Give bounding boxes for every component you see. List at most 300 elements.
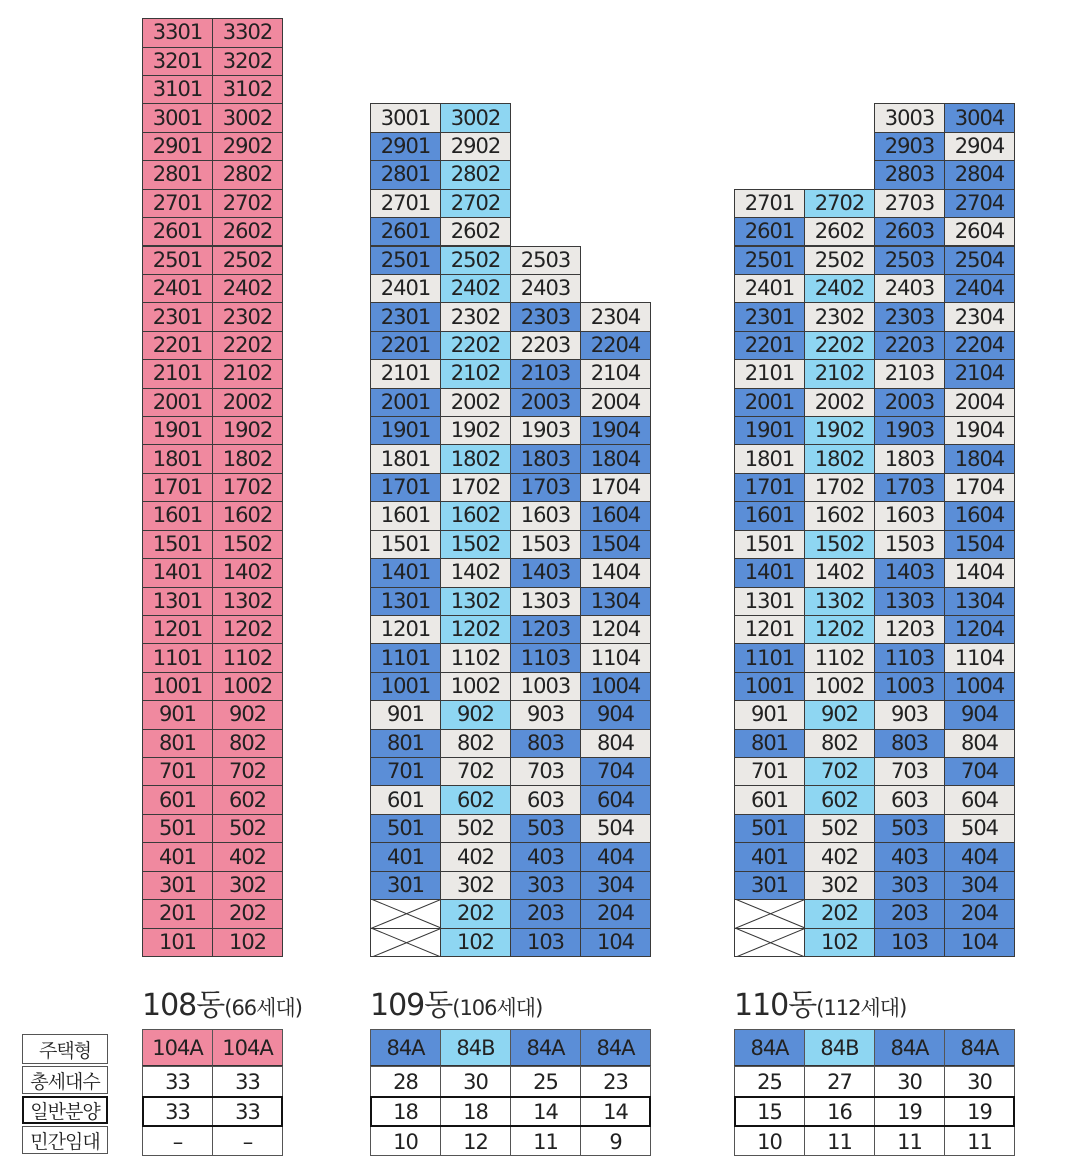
unit-cell: 301 bbox=[370, 871, 441, 900]
building-110-title bbox=[734, 980, 906, 1024]
table-cell-total: 30 bbox=[944, 1066, 1015, 1096]
unit-cell: 1204 bbox=[944, 615, 1015, 644]
unit-cell: 704 bbox=[580, 757, 651, 786]
unit-cell: 601 bbox=[734, 785, 805, 814]
unit-cell: 2301 bbox=[734, 302, 805, 331]
unit-cell: 1403 bbox=[874, 558, 945, 587]
unit-cell: 2803 bbox=[874, 160, 945, 189]
unit-cell: 1603 bbox=[510, 501, 581, 530]
unit-cell: 1202 bbox=[440, 615, 511, 644]
unit-cell: 1304 bbox=[580, 587, 651, 616]
unit-cell: 2304 bbox=[944, 302, 1015, 331]
unit-cell: 1202 bbox=[804, 615, 875, 644]
table-bottom-border bbox=[734, 1126, 1015, 1156]
empty-unit-cell bbox=[370, 899, 441, 928]
unit-cell: 1701 bbox=[734, 473, 805, 502]
unit-cell: 1303 bbox=[510, 587, 581, 616]
unit-cell: 1801 bbox=[734, 444, 805, 473]
unit-cell: 1002 bbox=[212, 672, 283, 701]
table-cell-rental: 9 bbox=[580, 1126, 651, 1156]
unit-cell: 2501 bbox=[734, 246, 805, 275]
unit-cell: 604 bbox=[944, 785, 1015, 814]
unit-cell: 1703 bbox=[510, 473, 581, 502]
unit-cell: 2802 bbox=[212, 160, 283, 189]
unit-cell: 202 bbox=[212, 899, 283, 928]
table-cell-type: 84A bbox=[874, 1029, 945, 1066]
unit-cell: 1802 bbox=[440, 444, 511, 473]
unit-cell: 703 bbox=[510, 757, 581, 786]
unit-cell: 2004 bbox=[580, 388, 651, 417]
unit-cell: 401 bbox=[370, 842, 441, 871]
unit-cell: 3002 bbox=[212, 103, 283, 132]
unit-cell: 2401 bbox=[734, 274, 805, 303]
unit-cell: 1501 bbox=[734, 530, 805, 559]
unit-cell: 603 bbox=[510, 785, 581, 814]
unit-cell: 604 bbox=[580, 785, 651, 814]
unit-cell: 303 bbox=[874, 871, 945, 900]
table-cell-total: 28 bbox=[370, 1066, 441, 1096]
unit-cell: 2503 bbox=[874, 246, 945, 275]
unit-cell: 1701 bbox=[142, 473, 213, 502]
unit-cell: 901 bbox=[370, 700, 441, 729]
unit-cell: 2702 bbox=[440, 189, 511, 218]
unit-cell: 1904 bbox=[580, 416, 651, 445]
unit-cell: 404 bbox=[580, 842, 651, 871]
unit-cell: 2502 bbox=[212, 246, 283, 275]
unit-cell: 3201 bbox=[142, 47, 213, 76]
unit-cell: 2104 bbox=[580, 359, 651, 388]
unit-cell: 2901 bbox=[142, 132, 213, 161]
unit-cell: 1501 bbox=[370, 530, 441, 559]
table-cell-total: 25 bbox=[510, 1066, 581, 1096]
unit-cell: 403 bbox=[510, 842, 581, 871]
unit-cell: 201 bbox=[142, 899, 213, 928]
unit-cell: 1601 bbox=[734, 501, 805, 530]
unit-cell: 1602 bbox=[804, 501, 875, 530]
unit-cell: 1101 bbox=[142, 643, 213, 672]
unit-cell: 2601 bbox=[142, 217, 213, 246]
unit-cell: 2902 bbox=[212, 132, 283, 161]
table-cell-general: 15 bbox=[734, 1096, 805, 1126]
unit-cell: 3102 bbox=[212, 75, 283, 104]
unit-cell: 1802 bbox=[804, 444, 875, 473]
unit-cell: 1903 bbox=[510, 416, 581, 445]
unit-cell: 2401 bbox=[370, 274, 441, 303]
unit-cell: 2703 bbox=[874, 189, 945, 218]
unit-cell: 3101 bbox=[142, 75, 213, 104]
unit-cell: 1203 bbox=[510, 615, 581, 644]
unit-cell: 2704 bbox=[944, 189, 1015, 218]
unit-cell: 2403 bbox=[510, 274, 581, 303]
unit-cell: 2701 bbox=[734, 189, 805, 218]
unit-cell: 804 bbox=[944, 729, 1015, 758]
table-cell-rental: 11 bbox=[944, 1126, 1015, 1156]
unit-cell: 1803 bbox=[510, 444, 581, 473]
unit-cell: 2202 bbox=[440, 331, 511, 360]
unit-cell: 2801 bbox=[370, 160, 441, 189]
unit-cell: 1801 bbox=[142, 444, 213, 473]
unit-cell: 2802 bbox=[440, 160, 511, 189]
unit-cell: 2102 bbox=[440, 359, 511, 388]
unit-cell: 1302 bbox=[804, 587, 875, 616]
unit-cell: 2002 bbox=[804, 388, 875, 417]
unit-cell: 602 bbox=[440, 785, 511, 814]
unit-cell: 704 bbox=[944, 757, 1015, 786]
unit-cell: 2502 bbox=[804, 246, 875, 275]
unit-cell: 403 bbox=[874, 842, 945, 871]
unit-cell: 2603 bbox=[874, 217, 945, 246]
unit-cell: 603 bbox=[874, 785, 945, 814]
unit-cell: 1604 bbox=[944, 501, 1015, 530]
unit-cell: 2501 bbox=[370, 246, 441, 275]
unit-cell: 1601 bbox=[370, 501, 441, 530]
unit-cell: 3004 bbox=[944, 103, 1015, 132]
unit-cell: 904 bbox=[580, 700, 651, 729]
unit-cell: 2601 bbox=[370, 217, 441, 246]
table-cell-rental: 12 bbox=[440, 1126, 511, 1156]
unit-cell: 104 bbox=[580, 928, 651, 957]
table-cell-type: 84A bbox=[510, 1029, 581, 1066]
unit-cell: 2904 bbox=[944, 132, 1015, 161]
unit-cell: 901 bbox=[142, 700, 213, 729]
unit-cell: 2102 bbox=[212, 359, 283, 388]
table-cell-type: 104A bbox=[212, 1029, 283, 1066]
unit-cell: 2403 bbox=[874, 274, 945, 303]
unit-cell: 503 bbox=[874, 814, 945, 843]
unit-cell: 1901 bbox=[142, 416, 213, 445]
table-cell-rental: – bbox=[212, 1126, 283, 1156]
row-label-type: 주택형 bbox=[22, 1034, 108, 1064]
unit-cell: 2501 bbox=[142, 246, 213, 275]
unit-cell: 1101 bbox=[734, 643, 805, 672]
unit-cell: 702 bbox=[804, 757, 875, 786]
empty-unit-cell bbox=[734, 899, 805, 928]
unit-cell: 801 bbox=[370, 729, 441, 758]
unit-cell: 203 bbox=[510, 899, 581, 928]
row-label-general: 일반분양 bbox=[22, 1096, 108, 1124]
unit-cell: 2503 bbox=[510, 246, 581, 275]
unit-cell: 2303 bbox=[874, 302, 945, 331]
unit-cell: 1001 bbox=[142, 672, 213, 701]
unit-cell: 1602 bbox=[440, 501, 511, 530]
unit-cell: 1801 bbox=[370, 444, 441, 473]
unit-cell: 503 bbox=[510, 814, 581, 843]
unit-cell: 501 bbox=[142, 814, 213, 843]
unit-cell: 2202 bbox=[212, 331, 283, 360]
unit-cell: 1104 bbox=[580, 643, 651, 672]
unit-cell: 102 bbox=[440, 928, 511, 957]
table-cell-general: 18 bbox=[440, 1096, 511, 1126]
unit-cell: 2301 bbox=[142, 302, 213, 331]
unit-cell: 203 bbox=[874, 899, 945, 928]
table-cell-rental: 11 bbox=[510, 1126, 581, 1156]
unit-cell: 2903 bbox=[874, 132, 945, 161]
unit-cell: 101 bbox=[142, 928, 213, 957]
unit-cell: 1703 bbox=[874, 473, 945, 502]
unit-cell: 1704 bbox=[944, 473, 1015, 502]
table-cell-type: 84B bbox=[440, 1029, 511, 1066]
unit-cell: 2804 bbox=[944, 160, 1015, 189]
unit-cell: 3002 bbox=[440, 103, 511, 132]
unit-cell: 2504 bbox=[944, 246, 1015, 275]
table-cell-rental: 11 bbox=[804, 1126, 875, 1156]
unit-cell: 701 bbox=[734, 757, 805, 786]
unit-cell: 804 bbox=[580, 729, 651, 758]
unit-cell: 2303 bbox=[510, 302, 581, 331]
table-cell-total: 33 bbox=[142, 1066, 213, 1096]
unit-cell: 803 bbox=[510, 729, 581, 758]
unit-cell: 2201 bbox=[370, 331, 441, 360]
unit-cell: 2204 bbox=[944, 331, 1015, 360]
unit-cell: 802 bbox=[212, 729, 283, 758]
unit-cell: 404 bbox=[944, 842, 1015, 871]
unit-cell: 2003 bbox=[510, 388, 581, 417]
table-bottom-border bbox=[142, 1126, 283, 1156]
unit-cell: 401 bbox=[734, 842, 805, 871]
unit-cell: 1301 bbox=[370, 587, 441, 616]
unit-cell: 2602 bbox=[440, 217, 511, 246]
unit-cell: 2402 bbox=[212, 274, 283, 303]
unit-cell: 1203 bbox=[874, 615, 945, 644]
unit-cell: 1904 bbox=[944, 416, 1015, 445]
unit-cell: 701 bbox=[370, 757, 441, 786]
unit-cell: 902 bbox=[440, 700, 511, 729]
unit-cell: 1402 bbox=[212, 558, 283, 587]
unit-cell: 2101 bbox=[142, 359, 213, 388]
unit-cell: 2201 bbox=[142, 331, 213, 360]
unit-cell: 2001 bbox=[734, 388, 805, 417]
unit-cell: 2302 bbox=[804, 302, 875, 331]
unit-cell: 1401 bbox=[142, 558, 213, 587]
unit-cell: 1202 bbox=[212, 615, 283, 644]
table-cell-type: 84B bbox=[804, 1029, 875, 1066]
unit-cell: 1903 bbox=[874, 416, 945, 445]
unit-cell: 702 bbox=[440, 757, 511, 786]
unit-cell: 2103 bbox=[510, 359, 581, 388]
unit-cell: 304 bbox=[944, 871, 1015, 900]
table-cell-general: 33 bbox=[212, 1096, 283, 1126]
unit-cell: 2302 bbox=[212, 302, 283, 331]
unit-cell: 1004 bbox=[944, 672, 1015, 701]
unit-cell: 602 bbox=[804, 785, 875, 814]
unit-cell: 1501 bbox=[142, 530, 213, 559]
unit-cell: 401 bbox=[142, 842, 213, 871]
unit-cell: 802 bbox=[804, 729, 875, 758]
unit-cell: 1103 bbox=[510, 643, 581, 672]
unit-cell: 2001 bbox=[142, 388, 213, 417]
unit-cell: 1502 bbox=[440, 530, 511, 559]
building-110-name: 110동 bbox=[734, 988, 817, 1023]
unit-cell: 1503 bbox=[510, 530, 581, 559]
unit-cell: 2801 bbox=[142, 160, 213, 189]
cross-mark-icon bbox=[735, 899, 804, 928]
unit-cell: 2701 bbox=[370, 189, 441, 218]
unit-cell: 2601 bbox=[734, 217, 805, 246]
unit-cell: 1902 bbox=[440, 416, 511, 445]
unit-cell: 1303 bbox=[874, 587, 945, 616]
unit-cell: 1403 bbox=[510, 558, 581, 587]
unit-cell: 2003 bbox=[874, 388, 945, 417]
unit-cell: 2502 bbox=[440, 246, 511, 275]
unit-cell: 1502 bbox=[212, 530, 283, 559]
building-109-name: 109동 bbox=[370, 988, 453, 1023]
unit-cell: 2604 bbox=[944, 217, 1015, 246]
unit-cell: 1304 bbox=[944, 587, 1015, 616]
unit-cell: 902 bbox=[804, 700, 875, 729]
unit-cell: 2203 bbox=[510, 331, 581, 360]
table-cell-general: 19 bbox=[874, 1096, 945, 1126]
table-cell-general: 18 bbox=[370, 1096, 441, 1126]
table-cell-type: 104A bbox=[142, 1029, 213, 1066]
unit-cell: 1102 bbox=[440, 643, 511, 672]
unit-cell: 1404 bbox=[944, 558, 1015, 587]
unit-cell: 2701 bbox=[142, 189, 213, 218]
table-cell-total: 33 bbox=[212, 1066, 283, 1096]
unit-cell: 3301 bbox=[142, 18, 213, 47]
unit-cell: 1402 bbox=[804, 558, 875, 587]
unit-cell: 903 bbox=[874, 700, 945, 729]
unit-cell: 2102 bbox=[804, 359, 875, 388]
unit-cell: 2304 bbox=[580, 302, 651, 331]
empty-unit-cell bbox=[370, 928, 441, 957]
table-cell-type: 84A bbox=[370, 1029, 441, 1066]
unit-cell: 2101 bbox=[370, 359, 441, 388]
unit-cell: 102 bbox=[804, 928, 875, 957]
unit-cell: 1503 bbox=[874, 530, 945, 559]
unit-cell: 504 bbox=[944, 814, 1015, 843]
unit-cell: 501 bbox=[370, 814, 441, 843]
unit-cell: 2004 bbox=[944, 388, 1015, 417]
unit-cell: 1002 bbox=[440, 672, 511, 701]
unit-cell: 2402 bbox=[440, 274, 511, 303]
unit-cell: 2103 bbox=[874, 359, 945, 388]
unit-cell: 502 bbox=[212, 814, 283, 843]
unit-cell: 1001 bbox=[370, 672, 441, 701]
unit-cell: 1104 bbox=[944, 643, 1015, 672]
unit-cell: 302 bbox=[804, 871, 875, 900]
unit-cell: 801 bbox=[734, 729, 805, 758]
unit-cell: 103 bbox=[510, 928, 581, 957]
unit-cell: 1001 bbox=[734, 672, 805, 701]
unit-cell: 702 bbox=[212, 757, 283, 786]
unit-cell: 1603 bbox=[874, 501, 945, 530]
unit-cell: 1702 bbox=[804, 473, 875, 502]
unit-cell: 2001 bbox=[370, 388, 441, 417]
unit-cell: 1504 bbox=[580, 530, 651, 559]
building-109-title bbox=[370, 980, 542, 1024]
unit-cell: 2901 bbox=[370, 132, 441, 161]
table-cell-total: 23 bbox=[580, 1066, 651, 1096]
unit-cell: 602 bbox=[212, 785, 283, 814]
unit-cell: 1601 bbox=[142, 501, 213, 530]
unit-cell: 2301 bbox=[370, 302, 441, 331]
unit-cell: 301 bbox=[142, 871, 213, 900]
unit-cell: 2204 bbox=[580, 331, 651, 360]
unit-cell: 504 bbox=[580, 814, 651, 843]
table-cell-rental: 10 bbox=[370, 1126, 441, 1156]
unit-cell: 1101 bbox=[370, 643, 441, 672]
table-cell-general: 19 bbox=[944, 1096, 1015, 1126]
table-bottom-border bbox=[370, 1126, 651, 1156]
table-cell-general: 14 bbox=[580, 1096, 651, 1126]
unit-cell: 104 bbox=[944, 928, 1015, 957]
unit-cell: 1702 bbox=[212, 473, 283, 502]
building-108-title bbox=[142, 980, 302, 1024]
unit-cell: 301 bbox=[734, 871, 805, 900]
unit-cell: 202 bbox=[804, 899, 875, 928]
unit-cell: 1402 bbox=[440, 558, 511, 587]
table-cell-general: 33 bbox=[142, 1096, 213, 1126]
unit-cell: 1302 bbox=[440, 587, 511, 616]
unit-cell: 402 bbox=[804, 842, 875, 871]
unit-cell: 304 bbox=[580, 871, 651, 900]
unit-cell: 802 bbox=[440, 729, 511, 758]
unit-cell: 102 bbox=[212, 928, 283, 957]
unit-cell: 3001 bbox=[370, 103, 441, 132]
unit-cell: 3003 bbox=[874, 103, 945, 132]
table-cell-total: 30 bbox=[440, 1066, 511, 1096]
unit-cell: 3202 bbox=[212, 47, 283, 76]
unit-cell: 502 bbox=[440, 814, 511, 843]
unit-cell: 1004 bbox=[580, 672, 651, 701]
unit-cell: 204 bbox=[944, 899, 1015, 928]
unit-cell: 904 bbox=[944, 700, 1015, 729]
table-cell-rental: 11 bbox=[874, 1126, 945, 1156]
building-109-count: (106세대) bbox=[452, 996, 543, 1020]
building-110-count: (112세대) bbox=[816, 996, 907, 1020]
unit-cell: 803 bbox=[874, 729, 945, 758]
unit-cell: 903 bbox=[510, 700, 581, 729]
unit-cell: 2202 bbox=[804, 331, 875, 360]
cross-mark-icon bbox=[371, 899, 440, 928]
unit-cell: 2404 bbox=[944, 274, 1015, 303]
table-cell-rental: – bbox=[142, 1126, 213, 1156]
unit-cell: 3001 bbox=[142, 103, 213, 132]
unit-cell: 701 bbox=[142, 757, 213, 786]
unit-cell: 2902 bbox=[440, 132, 511, 161]
unit-cell: 703 bbox=[874, 757, 945, 786]
unit-cell: 601 bbox=[370, 785, 441, 814]
cross-mark-icon bbox=[735, 928, 804, 957]
row-label-rental: 민간임대 bbox=[22, 1126, 108, 1154]
unit-cell: 1301 bbox=[734, 587, 805, 616]
table-cell-total: 25 bbox=[734, 1066, 805, 1096]
unit-cell: 402 bbox=[212, 842, 283, 871]
unit-cell: 2702 bbox=[804, 189, 875, 218]
unit-cell: 2201 bbox=[734, 331, 805, 360]
unit-cell: 1604 bbox=[580, 501, 651, 530]
unit-cell: 103 bbox=[874, 928, 945, 957]
unit-cell: 2203 bbox=[874, 331, 945, 360]
unit-cell: 1804 bbox=[580, 444, 651, 473]
unit-cell: 402 bbox=[440, 842, 511, 871]
unit-cell: 1704 bbox=[580, 473, 651, 502]
building-108-name: 108동 bbox=[142, 988, 225, 1023]
unit-cell: 2702 bbox=[212, 189, 283, 218]
unit-cell: 801 bbox=[142, 729, 213, 758]
table-cell-type: 84A bbox=[944, 1029, 1015, 1066]
unit-cell: 1201 bbox=[734, 615, 805, 644]
unit-cell: 501 bbox=[734, 814, 805, 843]
unit-cell: 1301 bbox=[142, 587, 213, 616]
table-cell-type: 84A bbox=[580, 1029, 651, 1066]
unit-cell: 901 bbox=[734, 700, 805, 729]
unit-cell: 1404 bbox=[580, 558, 651, 587]
unit-cell: 601 bbox=[142, 785, 213, 814]
unit-cell: 302 bbox=[212, 871, 283, 900]
empty-unit-cell bbox=[734, 928, 805, 957]
unit-cell: 1003 bbox=[510, 672, 581, 701]
